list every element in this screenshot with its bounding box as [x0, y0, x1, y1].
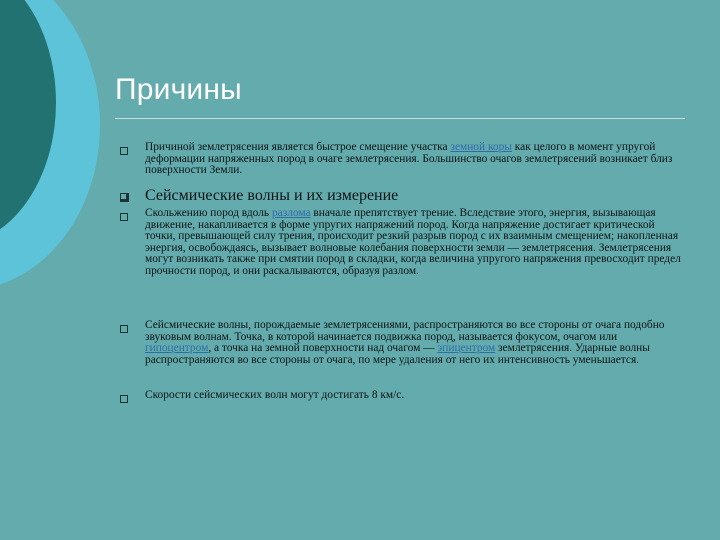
bullet-square-icon [120, 193, 129, 202]
link-epicentrom[interactable]: эпицентром [437, 342, 496, 355]
link-zemnoy-kory[interactable]: земной коры [450, 141, 512, 153]
bullet-text [145, 208, 685, 278]
section-heading [145, 187, 685, 205]
text-segment: землетрясения. Ударные волны распространяются во все стороны от очага, по мере удаления от него их интенсивность уменьшается. [145, 342, 650, 366]
text-segment: как целого в момент упругой деформации напряженных пород в очаге землетрясения. Большинство очагов землетрясений возникает близ поверхности Земли. [145, 141, 673, 177]
text-segment: , а точка на земной поверхности над очагом — [208, 342, 438, 355]
text-segment: Сейсмические волны и их измерение [145, 187, 399, 204]
title-divider [115, 118, 685, 119]
text-segment: вначале препятствует трение. Вследствие этого, энергия, вызывающая движение, накапливается в форме упругих напряжений пород. Когда напряжение достигает критической точки, превышающей силу трения, происходит резкий разрыв пород с их взаимным смещением; накопленная энергия, освобождаясь, вызывает волновые колебания поверхности земли — землетрясения. Землетрясения могут возникать также при смятии пород в складки, когда величина упругого напряжения превосходит предел прочности пород, и они раскалываются, образуя разлом. [145, 207, 681, 277]
bullet-square-icon [120, 395, 128, 403]
slide-title: Причины [115, 73, 242, 106]
text-segment: Причиной землетрясения является быстрое смещение участка [145, 141, 451, 153]
bullet-square-icon [120, 213, 128, 221]
text-segment: Скорости сейсмических волн могут достигать 8 км/с. [145, 389, 405, 401]
text-segment: Сейсмические волны, порождаемые землетрясениями, распространяются во все стороны от очага подобно звуковым волнам. Точка, в которой начинается подвижка пород, называется фокусом, очагом или [145, 319, 665, 343]
link-gipocentrom[interactable]: гипоцентром [145, 342, 209, 355]
bullet-text [145, 320, 685, 366]
bullet-text [145, 142, 685, 177]
bullet-square-icon [120, 147, 128, 155]
link-razloma[interactable]: разлома [271, 207, 311, 219]
bullet-square-icon [120, 325, 128, 333]
bullet-text [145, 390, 685, 402]
text-segment: Скольжению пород вдоль [145, 207, 272, 219]
